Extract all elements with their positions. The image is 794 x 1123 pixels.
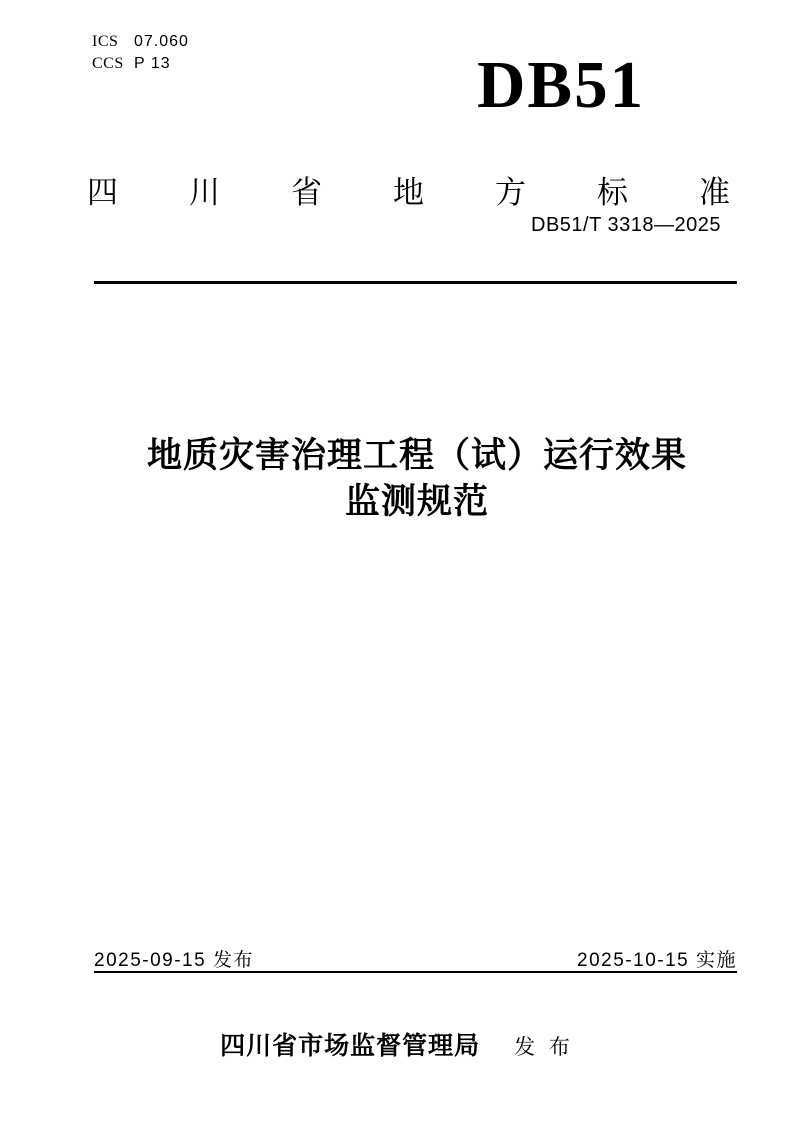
standard-type-char: 标 xyxy=(597,175,628,210)
standard-type-char: 川 xyxy=(189,175,220,210)
standard-type-char: 四 xyxy=(87,175,118,210)
ccs-line xyxy=(92,53,189,75)
standard-type-char: 省 xyxy=(291,175,322,210)
classification-codes xyxy=(92,31,189,75)
implement-date: 2025-10-15 实施 xyxy=(577,950,737,971)
standard-number: DB51/T 3318—2025 xyxy=(531,214,721,236)
document-title xyxy=(40,433,794,525)
header-rule xyxy=(94,281,737,284)
publisher-row xyxy=(0,1026,794,1062)
standard-type-char: 方 xyxy=(495,175,526,210)
title-line-1: 地质灾害治理工程（试）运行效果 xyxy=(146,436,687,475)
publish-action-label: 发 布 xyxy=(514,1036,574,1059)
standard-type-char: 地 xyxy=(393,175,424,210)
standard-type-title xyxy=(87,176,730,209)
publisher-name: 四川省市场监督管理局 xyxy=(220,1032,481,1060)
ics-label: ICS xyxy=(92,33,119,50)
issue-date: 2025-09-15 发布 xyxy=(94,950,254,971)
ics-line xyxy=(92,31,189,53)
ccs-value: P 13 xyxy=(134,55,171,72)
standard-type-char: 准 xyxy=(699,175,730,210)
ccs-label: CCS xyxy=(92,55,124,72)
db51-logo: DB51 xyxy=(477,48,646,122)
footer-rule xyxy=(94,971,737,973)
title-line-2: 监测规范 xyxy=(344,482,489,521)
ics-value: 07.060 xyxy=(134,33,189,50)
dates-row xyxy=(94,945,737,972)
